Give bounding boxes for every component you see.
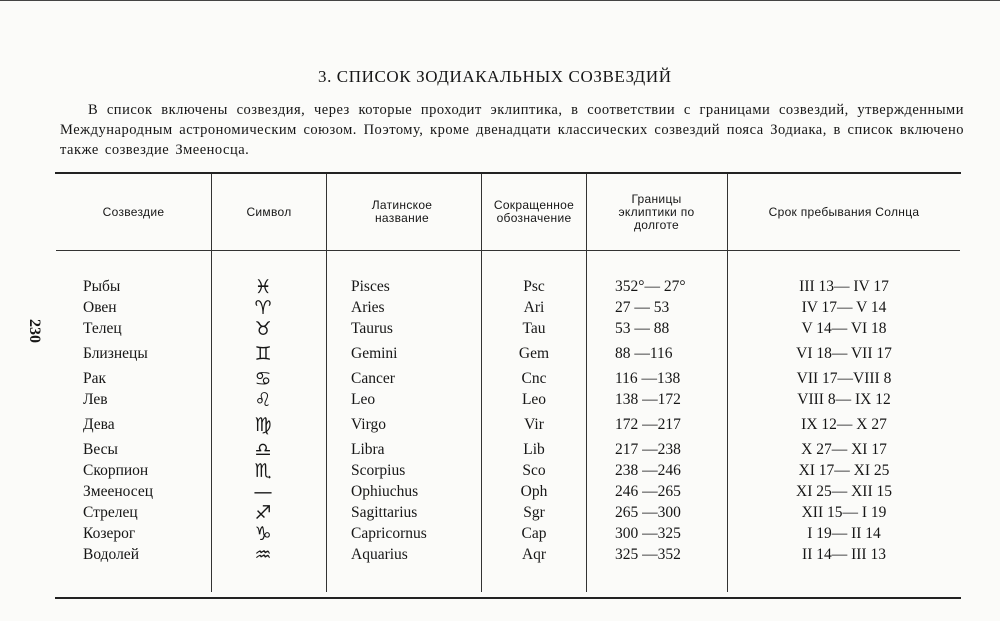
cell-latin-name: Virgo xyxy=(351,416,386,433)
header-bounds: Границы эклиптики по долготе xyxy=(618,191,695,232)
cell-sun-period: V 14— VI 18 xyxy=(801,320,887,337)
page-top-rule xyxy=(0,0,1000,1)
cell-ecliptic-bounds: 217 —238 xyxy=(615,441,681,458)
cell-sun-period: IX 12— X 27 xyxy=(801,416,887,433)
header-symbol: Символ xyxy=(246,204,292,219)
cell-constellation-name: Овен xyxy=(83,299,117,316)
cell-zodiac-symbol-icon: — xyxy=(253,481,273,503)
table-row xyxy=(56,414,960,436)
cell-constellation-name: Рыбы xyxy=(83,278,121,295)
cell-ecliptic-bounds: 172 —217 xyxy=(615,416,681,433)
cell-abbreviation: Gem xyxy=(518,345,550,362)
cell-zodiac-symbol-icon: ♊ xyxy=(254,343,272,365)
cell-zodiac-symbol-icon: ♎ xyxy=(254,439,272,461)
cell-abbreviation: Sgr xyxy=(523,504,545,521)
cell-constellation-name: Змееносец xyxy=(83,483,154,500)
cell-constellation-name: Скорпион xyxy=(83,462,149,479)
table-row xyxy=(56,368,960,390)
cell-latin-name: Ophiuchus xyxy=(351,483,419,500)
cell-abbreviation: Lib xyxy=(523,441,545,458)
cell-zodiac-symbol-icon: ♓ xyxy=(254,276,272,298)
cell-zodiac-symbol-icon: ♑ xyxy=(254,523,272,545)
cell-ecliptic-bounds: 138 —172 xyxy=(615,391,681,408)
cell-sun-period: X 27— XI 17 xyxy=(801,441,887,458)
cell-ecliptic-bounds: 352°— 27° xyxy=(615,278,686,295)
table-row xyxy=(56,389,960,411)
section-title: 3. СПИСОК ЗОДИАКАЛЬНЫХ СОЗВЕЗДИЙ xyxy=(318,67,672,86)
table-row xyxy=(56,297,960,319)
cell-zodiac-symbol-icon: ♍ xyxy=(254,414,272,436)
table-row xyxy=(56,276,960,298)
cell-abbreviation: Aqr xyxy=(521,546,547,563)
cell-abbreviation: Sco xyxy=(522,462,546,479)
cell-constellation-name: Близнецы xyxy=(83,345,148,362)
cell-zodiac-symbol-icon: ♏ xyxy=(254,460,272,482)
intro-paragraph: В список включены созвездия, через которые проходит эклиптика, в соответствии с границами созвездий, утвержденными Международным астрономическим союзом. Поэтому, кроме двенадцати классических созвездий пояса Зодиака, в список включено также созвездие Змееносца. xyxy=(60,102,964,158)
header-divider xyxy=(56,250,960,251)
cell-constellation-name: Лев xyxy=(83,391,108,408)
cell-latin-name: Gemini xyxy=(351,345,398,362)
cell-ecliptic-bounds: 238 —246 xyxy=(615,462,681,479)
cell-zodiac-symbol-icon: ♈ xyxy=(254,297,272,319)
cell-sun-period: XII 15— I 19 xyxy=(801,504,887,521)
cell-constellation-name: Рак xyxy=(83,370,107,387)
cell-constellation-name: Стрелец xyxy=(83,504,138,521)
cell-sun-period: XI 17— XI 25 xyxy=(798,462,890,479)
table-row xyxy=(56,544,960,566)
cell-abbreviation: Cnc xyxy=(521,370,547,387)
cell-zodiac-symbol-icon: ♒ xyxy=(254,544,272,566)
cell-abbreviation: Vir xyxy=(524,416,544,433)
cell-sun-period: VIII 8— IX 12 xyxy=(797,391,891,408)
cell-latin-name: Scorpius xyxy=(351,462,406,479)
cell-constellation-name: Козерог xyxy=(83,525,136,542)
cell-abbreviation: Oph xyxy=(520,483,548,500)
cell-ecliptic-bounds: 27 — 53 xyxy=(615,299,670,316)
header-name: Созвездие xyxy=(102,204,165,219)
cell-latin-name: Taurus xyxy=(351,320,393,337)
cell-ecliptic-bounds: 265 —300 xyxy=(615,504,681,521)
cell-sun-period: XI 25— XII 15 xyxy=(796,483,892,500)
table-row xyxy=(56,343,960,365)
cell-ecliptic-bounds: 300 —325 xyxy=(615,525,681,542)
cell-ecliptic-bounds: 116 —138 xyxy=(615,370,681,387)
cell-latin-name: Libra xyxy=(351,441,385,458)
cell-constellation-name: Дева xyxy=(83,416,115,433)
cell-zodiac-symbol-icon: ♉ xyxy=(254,318,272,340)
header-period: Срок пребывания Солнца xyxy=(768,204,920,219)
cell-latin-name: Aquarius xyxy=(351,546,408,563)
cell-latin-name: Sagittarius xyxy=(351,504,418,521)
cell-constellation-name: Водолей xyxy=(83,546,139,563)
cell-sun-period: I 19— II 14 xyxy=(807,525,881,542)
cell-sun-period: III 13— IV 17 xyxy=(799,278,889,295)
cell-latin-name: Leo xyxy=(351,391,376,408)
page-number: 230 xyxy=(26,319,43,343)
cell-sun-period: II 14— III 13 xyxy=(802,546,886,563)
table-row xyxy=(56,481,960,503)
cell-abbreviation: Ari xyxy=(523,299,545,316)
cell-sun-period: VII 17—VIII 8 xyxy=(796,370,892,387)
table-row xyxy=(56,502,960,524)
cell-ecliptic-bounds: 53 — 88 xyxy=(615,320,670,337)
table-row xyxy=(56,318,960,340)
cell-ecliptic-bounds: 88 —116 xyxy=(615,345,673,362)
table-row xyxy=(56,439,960,461)
cell-ecliptic-bounds: 325 —352 xyxy=(615,546,681,563)
header-abbr: Сокращенное обозначение xyxy=(493,198,575,225)
cell-latin-name: Pisces xyxy=(351,278,390,295)
cell-abbreviation: Psc xyxy=(523,278,545,295)
cell-ecliptic-bounds: 246 —265 xyxy=(615,483,681,500)
cell-sun-period: IV 17— V 14 xyxy=(801,299,887,316)
cell-zodiac-symbol-icon: ♐ xyxy=(254,502,272,524)
cell-latin-name: Cancer xyxy=(351,370,395,387)
cell-sun-period: VI 18— VII 17 xyxy=(796,345,892,362)
table-row xyxy=(56,460,960,482)
cell-constellation-name: Весы xyxy=(83,441,118,458)
cell-latin-name: Capricornus xyxy=(351,525,427,542)
cell-abbreviation: Cap xyxy=(521,525,547,542)
cell-constellation-name: Телец xyxy=(83,320,122,337)
table-row xyxy=(56,523,960,545)
header-latin: Латинское название xyxy=(371,198,433,225)
cell-latin-name: Aries xyxy=(351,299,385,316)
cell-abbreviation: Leo xyxy=(521,391,547,408)
cell-abbreviation: Tau xyxy=(522,320,546,337)
cell-zodiac-symbol-icon: ♌ xyxy=(254,389,272,411)
cell-zodiac-symbol-icon: ♋ xyxy=(254,368,272,390)
